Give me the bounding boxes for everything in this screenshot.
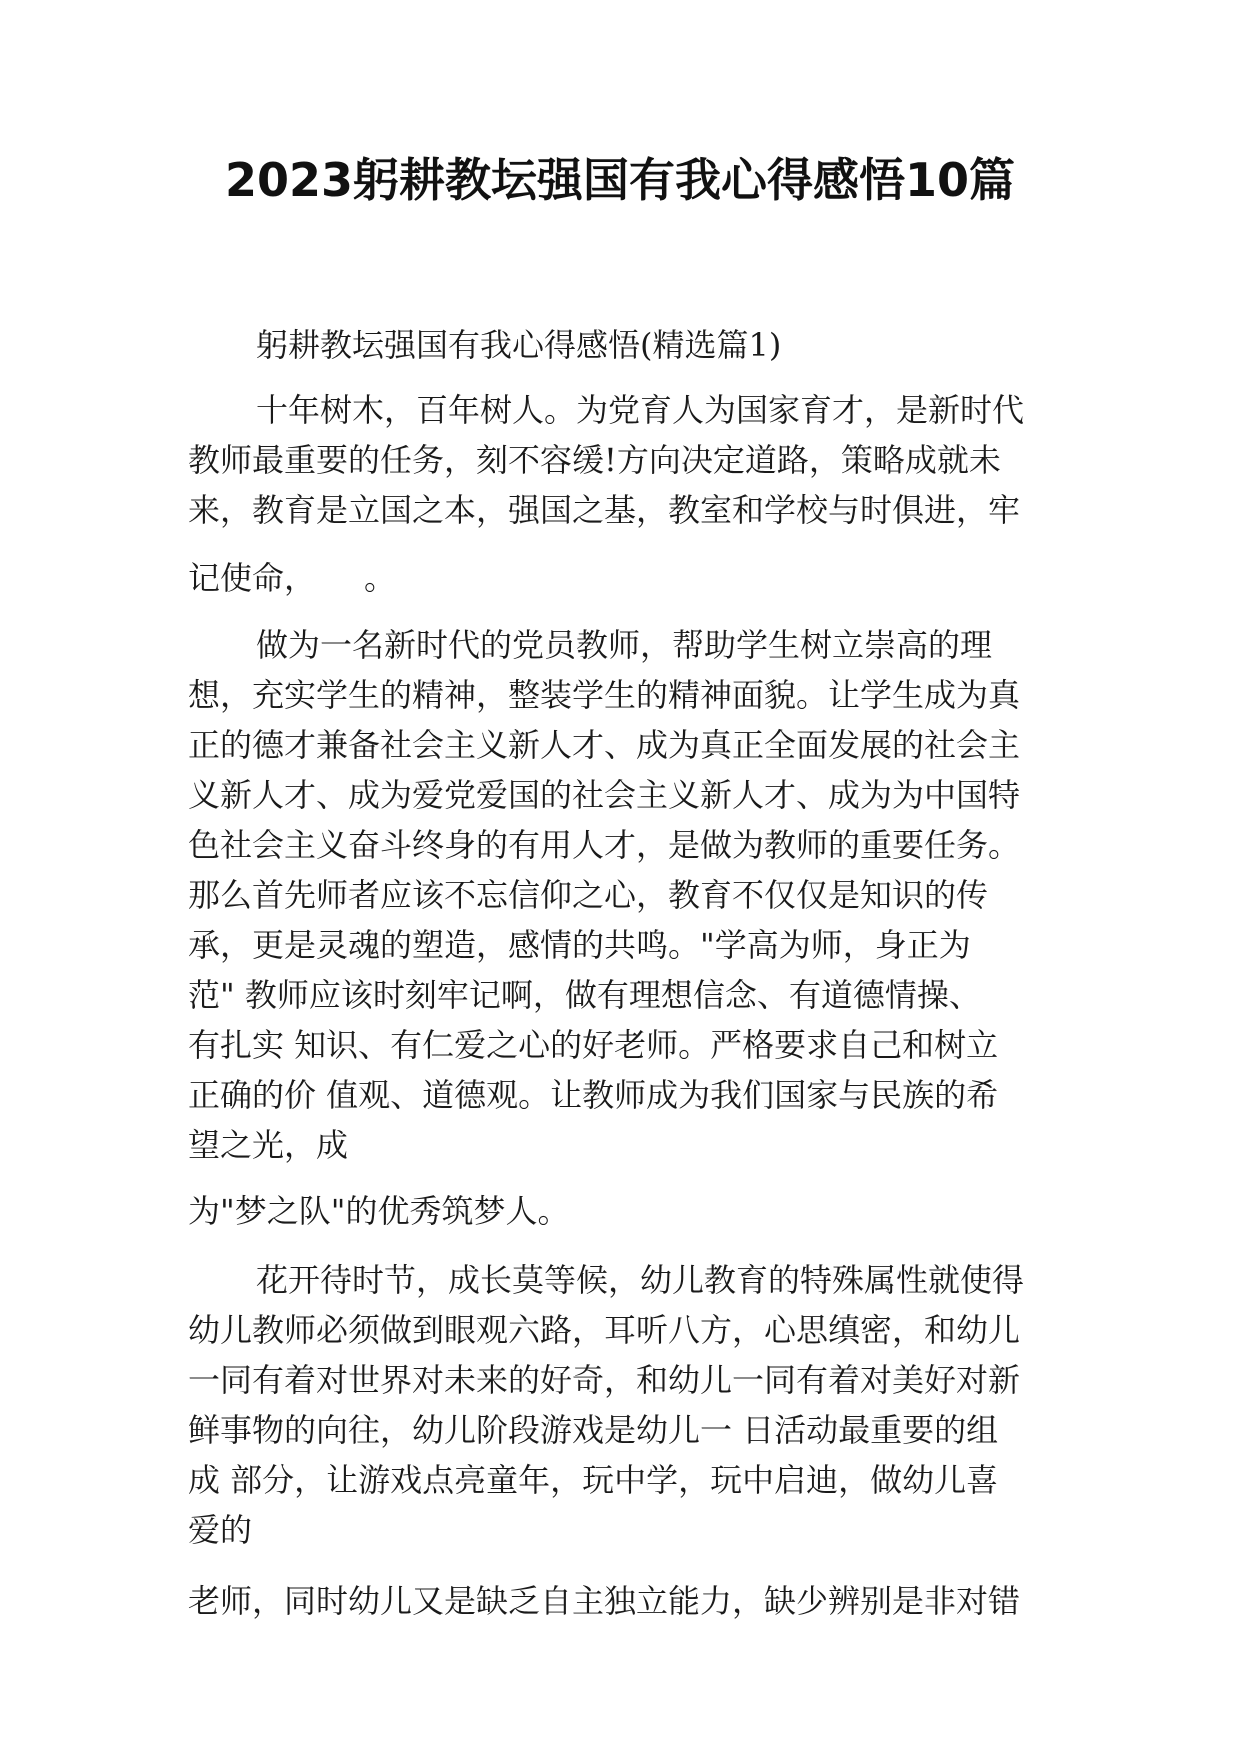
text-line: 想，充实学生的精神，整装学生的精神面貌。让学生成为真	[188, 676, 1021, 714]
text-line: 有扎实 知识、有仁爱之心的好老师。严格要求自己和树立	[188, 1026, 999, 1064]
text-line: 一同有着对世界对未来的好奇，和幼儿一同有着对美好对新	[188, 1361, 1021, 1399]
text-line: 来，教育是立国之本，强国之基，教室和学校与时俱进，牢	[188, 491, 1021, 529]
text-line: 望之光，成	[188, 1126, 349, 1164]
text-line: 爱的	[188, 1511, 253, 1549]
text-line: 为"梦之队"的优秀筑梦人。	[188, 1192, 570, 1230]
text-line: 正确的价 值观、道德观。让教师成为我们国家与民族的希	[188, 1076, 999, 1114]
text-line: 范" 教师应该时刻牢记啊，做有理想信念、有道德情操、	[188, 976, 981, 1014]
text-line: 做为一名新时代的党员教师，帮助学生树立崇高的理	[256, 626, 993, 664]
text-line: 成 部分，让游戏点亮童年，玩中学，玩中启迪，做幼儿喜	[188, 1461, 999, 1499]
text-line: 十年树木，百年树人。为党育人为国家育才，是新时代	[256, 391, 1025, 429]
text-line: 花开待时节，成长莫等候，幼儿教育的特殊属性就使得	[256, 1261, 1025, 1299]
text-line: 教师最重要的任务，刻不容缓!方向决定道路，策略成就未	[188, 441, 1001, 479]
paragraph-heading: 躬耕教坛强国有我心得感悟(精选篇1)	[256, 326, 782, 364]
text-line: 正的德才兼备社会主义新人才、成为真正全面发展的社会主	[188, 726, 1021, 764]
document-title: 2023躬耕教坛强国有我心得感悟10篇	[224, 153, 1016, 207]
text-line: 色社会主义奋斗终身的有用人才，是做为教师的重要任务。	[188, 826, 1021, 864]
text-line: 义新人才、成为爱党爱国的社会主义新人才、成为为中国特	[188, 776, 1021, 814]
text-line: 承，更是灵魂的塑造，感情的共鸣。"学高为师，身正为	[188, 926, 971, 964]
text-line: 老师，同时幼儿又是缺乏自主独立能力，缺少辨别是非对错	[188, 1582, 1021, 1620]
text-line: 幼儿教师必须做到眼观六路，耳听八方，心思缜密，和幼儿	[188, 1311, 1021, 1349]
text-line: 鲜事物的向往，幼儿阶段游戏是幼儿一 日活动最重要的组	[188, 1411, 999, 1449]
text-line: 那么首先师者应该不忘信仰之心，教育不仅仅是知识的传	[188, 876, 989, 914]
text-line: 记使命， 。	[188, 559, 397, 597]
